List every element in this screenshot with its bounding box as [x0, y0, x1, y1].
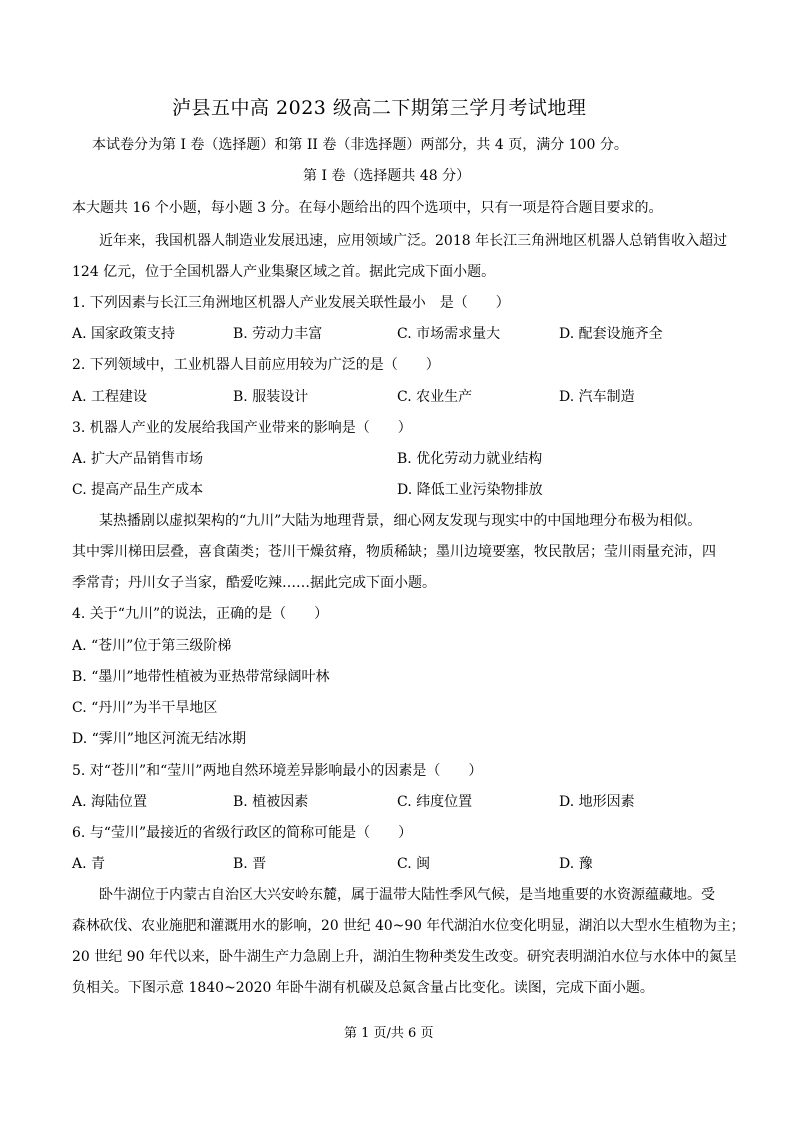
question-3-stem: 3. 机器人产业的发展给我国产业带来的影响是（ ） — [72, 420, 412, 436]
question-2-option-b: B. 服装设计 — [233, 389, 309, 405]
section-title: 第 I 卷（选择题共 48 分） — [303, 168, 471, 184]
question-5-option-a: A. 海陆位置 — [72, 794, 148, 810]
question-6-option-c: C. 闽 — [397, 856, 431, 872]
question-3-option-d: D. 降低工业污染物排放 — [397, 482, 543, 498]
question-3-option-a: A. 扩大产品销售市场 — [72, 451, 204, 467]
question-1-option-b: B. 劳动力丰富 — [233, 326, 323, 342]
question-5-stem: 5. 对“苍川”和“莹川”两地自然环境差异影响最小的因素是（ ） — [72, 763, 483, 779]
exam-intro: 本试卷分为第 I 卷（选择题）和第 II 卷（非选择题）两部分，共 4 页，满分 100 分。 — [92, 137, 628, 153]
question-4-option-a: A. “苍川”位于第三级阶梯 — [72, 638, 232, 654]
question-5-option-d: D. 地形因素 — [559, 794, 635, 810]
question-1-stem: 1. 下列因素与长江三角洲地区机器人产业发展关联性最小 是（ ） — [72, 295, 510, 311]
question-2-stem: 2. 下列领域中，工业机器人目前应用较为广泛的是（ ） — [72, 357, 440, 373]
question-4-option-d: D. “霁川”地区河流无结冰期 — [72, 731, 246, 747]
question-3-option-b: B. 优化劳动力就业结构 — [397, 451, 543, 467]
question-3-option-c: C. 提高产品生产成本 — [72, 482, 204, 498]
question-5-option-c: C. 纬度位置 — [397, 794, 473, 810]
passage-2-line-3: 季常青；丹川女子当家，酷爱吃辣……据此完成下面小题。 — [72, 575, 436, 591]
question-6-option-d: D. 豫 — [559, 856, 593, 872]
question-5-option-b: B. 植被因素 — [233, 794, 309, 810]
passage-3-line-4: 负相关。下图示意 1840~2020 年卧牛湖有机碳及总氮含量占比变化。读图，完成下面小题。 — [72, 980, 654, 996]
question-2-option-a: A. 工程建设 — [72, 389, 148, 405]
page-number: 第 1 页/共 6 页 — [344, 1026, 434, 1041]
passage-1-line-1: 近年来，我国机器人制造业发展迅速，应用领域广泛。2018 年长江三角洲地区机器人总销售收入超过 — [99, 233, 728, 249]
passage-3-line-1: 卧牛湖位于内蒙古自治区大兴安岭东麓，属于温带大陆性季风气候，是当地重要的水资源蕴藏地。受 — [99, 887, 715, 903]
question-6-option-b: B. 晋 — [233, 856, 267, 872]
passage-1-line-2: 124 亿元，位于全国机器人产业集聚区域之首。据此完成下面小题。 — [72, 264, 496, 280]
question-4-option-b: B. “墨川”地带性植被为亚热带常绿阔叶林 — [72, 669, 330, 685]
question-4-option-c: C. “丹川”为半干旱地区 — [72, 700, 218, 716]
passage-3-line-2: 森林砍伐、农业施肥和灌溉用水的影响，20 世纪 40~90 年代湖泊水位变化明显，湖泊以大型水生植物为主； — [72, 918, 745, 934]
question-2-option-c: C. 农业生产 — [397, 389, 473, 405]
passage-3-line-3: 20 世纪 90 年代以来，卧牛湖生产力急剧上升，湖泊生物种类发生改变。研究表明湖泊水位与水体中的氮呈 — [72, 949, 737, 965]
question-1-option-c: C. 市场需求量大 — [397, 326, 501, 342]
section-instruction: 本大题共 16 个小题，每小题 3 分。在每小题给出的四个选项中，只有一项是符合题目要求的。 — [72, 200, 663, 216]
question-2-option-d: D. 汽车制造 — [559, 389, 635, 405]
passage-2-line-2: 其中霁川梯田层叠，喜食菌类；苍川干燥贫瘠，物质稀缺；墨川边境要塞，牧民散居；莹川雨量充沛，四 — [72, 544, 716, 560]
exam-title: 泸县五中高 2023 级高二下期第三学月考试地理 — [172, 97, 587, 119]
passage-2-line-1: 某热播剧以虚拟架构的“九川”大陆为地理背景，细心网友发现与现实中的中国地理分布极为相似。 — [99, 513, 702, 529]
question-6-option-a: A. 青 — [72, 856, 106, 872]
question-1-option-d: D. 配套设施齐全 — [559, 326, 663, 342]
question-1-option-a: A. 国家政策支持 — [72, 326, 176, 342]
question-4-stem: 4. 关于“九川”的说法，正确的是（ ） — [72, 606, 329, 622]
question-6-stem: 6. 与“莹川”最接近的省级行政区的简称可能是（ ） — [72, 825, 413, 841]
